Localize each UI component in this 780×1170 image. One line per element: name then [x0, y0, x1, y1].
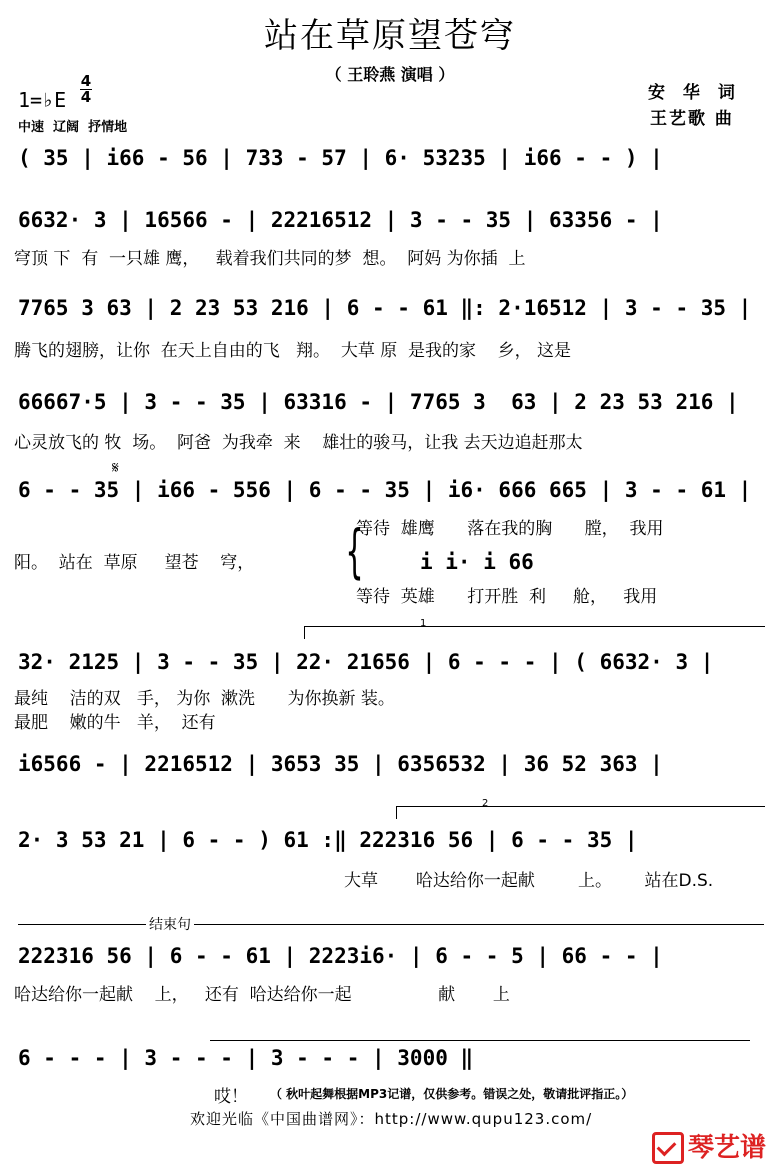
- lyricist-credit: 安 华 词: [648, 83, 741, 103]
- time-signature: [80, 74, 92, 105]
- key-signature: 1=♭E: [18, 88, 67, 112]
- score-row-4: 66667·5 | 3 - - 35 | 63316 - | 7765 3 63 | 2 23 53 216 |: [18, 390, 739, 414]
- lyric-row-2: 穹顶 下 有 一只雄 鹰， 载着我们共同的梦 想。 阿妈 为你插 上: [14, 249, 526, 269]
- score-row-6: 32· 2125 | 3 - - 35 | 22· 21656 | 6 - - - | ( 6632· 3 |: [18, 650, 714, 674]
- lyric-row-3: 腾飞的翅膀，让你 在天上自由的飞 翔。 大草 原 是我的家 乡， 这是: [14, 341, 572, 361]
- time-denominator: 4: [80, 88, 92, 106]
- alt-verse-line-1: 等待 雄鹰 落在我的胸 膛， 我用: [356, 519, 664, 539]
- lyric-row-6b: 最肥 嫩的牛 羊， 还有: [14, 713, 216, 733]
- alt-verse-notes: i i· i 66: [420, 550, 534, 574]
- transcription-note: （ 秋叶起舞根据MP3记谱，仅供参考。错误之处，敬请批评指正。）: [270, 1087, 634, 1101]
- final-tie: [210, 1040, 750, 1041]
- score-row-9: 222316 56 | 6 - - 61 | 2223i6· | 6 - - 5 | 66 - - |: [18, 944, 663, 968]
- score-row-1: ( 35 | i66 - 56 | 733 - 57 | 6· 53235 | i66 - - ) |: [18, 146, 663, 170]
- site-logo: [652, 1127, 766, 1165]
- ending-line: [18, 924, 764, 925]
- ending-lyric: 哎！: [214, 1087, 248, 1107]
- score-row-8: 2· 3 53 21 | 6 - - ) 61 :‖ 222316 56 | 6 - - 35 |: [18, 828, 638, 852]
- score-row-2: 6632· 3 | 16566 - | 22216512 | 3 - - 35 | 63356 - |: [18, 208, 663, 232]
- score-row-3: 7765 3 63 | 2 23 53 216 | 6 - - 61 ‖: 2·16512 | 3 - - 35 |: [18, 296, 752, 320]
- ending-label: 结束句: [146, 914, 194, 934]
- singer-credit: （ 王聆燕 演唱 ）: [325, 65, 455, 84]
- volta-2-bracket: [396, 806, 765, 819]
- lyric-row-5: 阳。 站在 草原 望苍 穹，: [14, 553, 255, 573]
- song-title: 站在草原望苍穹: [264, 16, 516, 56]
- lyric-row-8: 大草 哈达给你一起献 上。 站在D.S.: [344, 871, 714, 891]
- alt-verse-line-2: 等待 英雄 打开胜 利 舱， 我用: [356, 587, 658, 607]
- lyric-row-9: 哈达给你一起献 上， 还有 哈达给你一起 献 上: [14, 985, 510, 1005]
- lyric-row-4: 心灵放飞的 牧 场。 阿爸 为我牵 来 雄壮的骏马，让我 去天边追赶那太: [14, 433, 583, 453]
- score-row-10: 6 - - - | 3 - - - | 3 - - - | 3000 ‖: [18, 1046, 474, 1070]
- time-numerator: 4: [80, 72, 92, 90]
- segno-sign: 𝄋: [112, 458, 119, 477]
- score-row-5: 6 - - 35 | i66 - 556 | 6 - - 35 | i6· 666 665 | 3 - - 61 |: [18, 478, 752, 502]
- logo-text: 琴艺谱: [687, 1132, 766, 1163]
- verse-brace: {: [345, 517, 364, 585]
- score-row-7: i6566 - | 2216512 | 3653 35 | 6356532 | 36 52 363 |: [18, 752, 663, 776]
- lyric-row-6: 最纯 洁的双 手， 为你 漱洗 为你换新 装。: [14, 689, 395, 709]
- composer-credit: 王艺歌 曲: [650, 109, 734, 129]
- volta-1-bracket: [304, 626, 765, 639]
- site-link[interactable]: 欢迎光临《中国曲谱网》：http://www.qupu123.com/: [190, 1110, 593, 1128]
- logo-icon: [652, 1132, 684, 1164]
- volta-1-number: 1: [420, 618, 427, 629]
- volta-2-number: 2: [482, 798, 489, 809]
- tempo-marking: 中速 辽阔 抒情地: [18, 120, 128, 135]
